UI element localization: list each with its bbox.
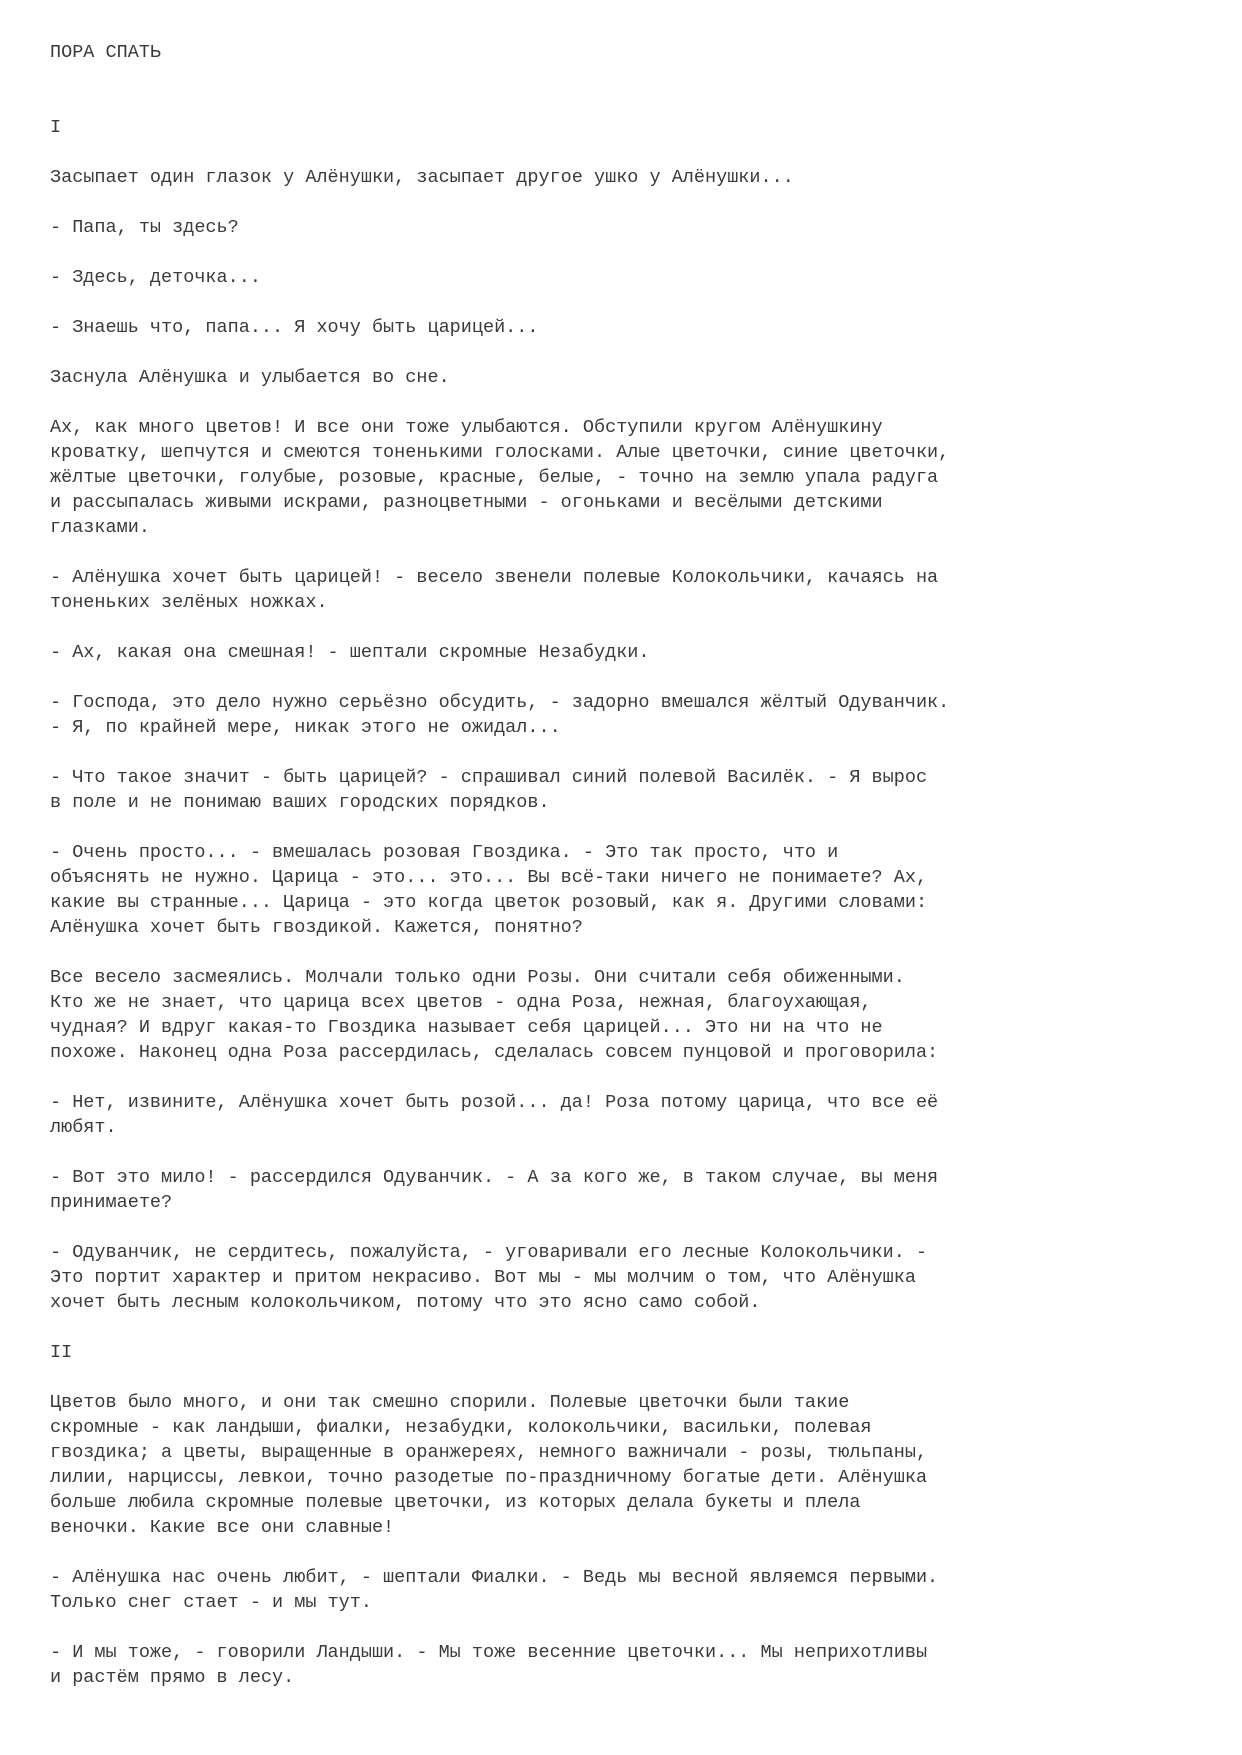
paragraph: - Знаешь что, папа... Я хочу быть царицей... — [50, 317, 539, 338]
document-text — [50, 40, 1200, 1715]
paragraph: Цветов было много, и они так смешно спорили. Полевые цветочки были такие скромные - как ландыши, фиалки, незабудки, колокольчики, васильки, полевая гвоздика; а цветы, выращенные в оранжереях, немного важничали - розы, тюльпаны, лилии, нарциссы, левкои, точно разодетые по-праздничному богатые дети. Алёнушка больше любила скромные полевые цветочки, из которых делала букеты и плела веночки. Какие все они славные! — [50, 1392, 928, 1538]
paragraph: Все весело засмеялись. Молчали только одни Розы. Они считали себя обиженными. Кто же не знает, что царица всех цветов - одна Роза, нежная, благоухающая, чудная? И вдруг какая-то Гвоздика называет себя царицей... Это ни на что не похоже. Наконец одна Роза рассердилась, сделалась совсем пунцовой и проговорила: — [50, 967, 939, 1063]
paragraph: - Вот это мило! - рассердился Одуванчик. - А за кого же, в таком случае, вы меня принимаете? — [50, 1167, 939, 1213]
paragraph: - Алёнушка нас очень любит, - шептали Фиалки. - Ведь мы весной являемся первыми. Только снег стает - и мы тут. — [50, 1567, 939, 1613]
chapter-heading-1: I — [50, 117, 62, 138]
paragraph: - Нет, извините, Алёнушка хочет быть розой... да! Роза потому царица, что все её любят. — [50, 1092, 939, 1138]
paragraph: - Здесь, деточка... — [50, 267, 261, 288]
paragraph: - Папа, ты здесь? — [50, 217, 239, 238]
chapter-heading-2: II — [50, 1342, 73, 1363]
paragraph: - Алёнушка хочет быть царицей! - весело звенели полевые Колокольчики, качаясь на тоненьких зелёных ножках. — [50, 567, 939, 613]
paragraph: - Очень просто... - вмешалась розовая Гвоздика. - Это так просто, что и объяснять не нужно. Царица - это... это... Вы всё-таки ничего не понимаете? Ах, какие вы странные... Царица - это когда цветок розовый, как я. Другими словами: Алёнушка хочет быть гвоздикой. Кажется, понятно? — [50, 842, 928, 938]
paragraph: Ах, как много цветов! И все они тоже улыбаются. Обступили кругом Алёнушкину кроватку, шепчутся и смеются тоненькими голосками. Алые цветочки, синие цветочки, жёлтые цветочки, голубые, розовые, красные, белые, - точно на землю упала радуга и рассыпалась живыми искрами, разноцветными - огоньками и весёлыми детскими глазками. — [50, 417, 950, 538]
document-title: ПОРА СПАТЬ — [50, 42, 162, 63]
paragraph: - Одуванчик, не сердитесь, пожалуйста, - уговаривали его лесные Колокольчики. - Это портит характер и притом некрасиво. Вот мы - мы молчим о том, что Алёнушка хочет быть лесным колокольчиком, потому что это ясно само собой. — [50, 1242, 928, 1313]
paragraph: - Господа, это дело нужно серьёзно обсудить, - задорно вмешался жёлтый Одуванчик. - Я, по крайней мере, никак этого не ожидал... — [50, 692, 950, 738]
paragraph: - И мы тоже, - говорили Ландыши. - Мы тоже весенние цветочки... Мы неприхотливы и растём прямо в лесу. — [50, 1642, 928, 1688]
paragraph: Засыпает один глазок у Алёнушки, засыпает другое ушко у Алёнушки... — [50, 167, 794, 188]
paragraph: - Что такое значит - быть царицей? - спрашивал синий полевой Василёк. - Я вырос в поле и не понимаю ваших городских порядков. — [50, 767, 928, 813]
paragraph: - Ах, какая она смешная! - шептали скромные Незабудки. — [50, 642, 650, 663]
paragraph: Заснула Алёнушка и улыбается во сне. — [50, 367, 450, 388]
